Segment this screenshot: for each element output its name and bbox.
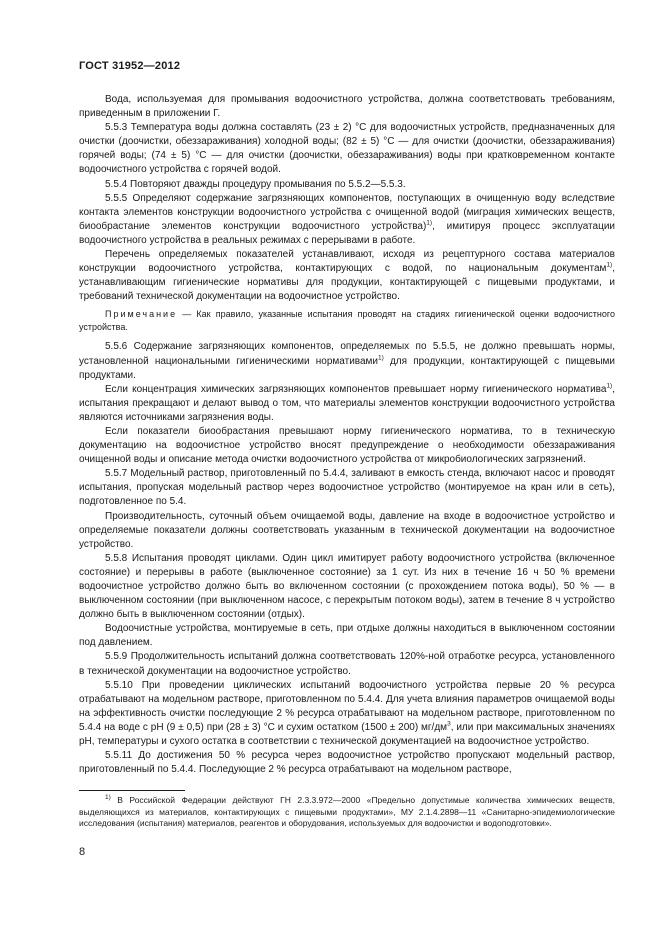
document-header: ГОСТ 31952—2012 (79, 60, 181, 72)
note-text: — Как правило, указанные испытания проводят на стадиях гигиенической оценки водоочистного устройства. (79, 309, 615, 333)
page-number: 8 (79, 846, 86, 858)
footnote-ref: 1) (606, 382, 613, 390)
paragraph: 5.5.8 Испытания проводят циклами. Один цикл имитирует работу водоочистного устройства (включенное состояние) и перерывы в работе (выключенное состояние) за 1 сут. Из них в течение 16 ч 50 % времени водоочистное устройство должно быть во включенном состоянии (с прохождением потока воды), 50 % — в выключенном состоянии (при выключенном насосе, с перекрытым потоком воды), затем в течение 8 ч устройство должно быть в выключенном состоянии (отдых). (79, 552, 615, 621)
paragraph: Если показатели биообрастания превышают норму гигиенического норматива, то в техническую документацию на водоочистное устройство вносят предупреждение о необходимости обеззараживания очищенной воды и описание метода очистки водоочистного устройства от микробиологических загрязнений. (79, 425, 615, 466)
footnote-marker: 1) (105, 794, 111, 802)
paragraph: Водоочистные устройства, монтируемые в сеть, при отдыхе должны находиться в выключенном состоянии под давлением. (79, 623, 615, 649)
superscript: 3 (447, 720, 451, 728)
paragraph: 5.5.11 До достижения 50 % ресурса через водоочистное устройство пропускают модельный раствор, приготовленный по 5.4.4. Последующие 2 % ресурса отрабатывают на модельном растворе, (79, 750, 615, 776)
paragraph: Перечень определяемых показателей устанавливают, исходя из рецептурного состава материалов конструкции водоочистного устройства, контактирующих с водой, по национальным документам$^{1)}$, устанавливающим гигиенические нормативы для продукции, контактирующей с пищевыми продуктами, и требований технической документации на водоочистное устройство. (79, 249, 615, 303)
paragraph: 5.5.10 При проведении циклических испытаний водоочистного устройства первые 20 % ресурса отрабатывают на модельном растворе, приготовленном по 5.4.4. Для учета влияния параметров очищаемой воды на эффективность очистки последующие 2 % ресурса отрабатывают на модельном растворе, приготовленном по 5.4.4 на воде с pH (9 ± 0,5) при (28 ± 3) °С и сухим остатком (1500 ± 200) $мг/дм^3$, или при максимальных значениях pH, температуры и сухого остатка в соответствии с технической документацией на водоочистное устройство. (79, 679, 616, 748)
paragraph: 5.5.6 Содержание загрязняющих компонентов, определяемых по 5.5.5, не должно превышать нормы, установленной национальными гигиеническими нормативами$^{1)}$ для продукции, контактирующей с пищевыми продуктами. (79, 341, 615, 381)
paragraph: 5.5.3 Температура воды должна составлять (23 ± 2) °С для водоочистных устройств, предназначенных для очистки (доочистки, обеззараживания) холодной воды; (82 ± 5) °С — для очистки (доочистки, обеззараживания) горячей воды; (74 ± 5) °С — для очистки (доочистки, обеззараживания) воды при кратковременном контакте водоочистного устройства с горячей водой. (79, 122, 615, 176)
footnote-ref: 1) (378, 354, 384, 362)
paragraph: 5.5.4 Повторяют дважды процедуру промывания по 5.5.2—5.5.3. (105, 178, 406, 190)
footnote-ref: 1) (606, 261, 613, 269)
paragraph: 5.5.9 Продолжительность испытаний должна соответствовать 120%-ной отработке ресурса, установленного в технической документации на водоочистное устройство. (79, 651, 615, 677)
note (79, 308, 615, 334)
paragraph: Если концентрация химических загрязняющих компонентов превышает норму гигиенического норматива$^{1)}$, испытания прекращают и делают вывод о том, что материалы элементов конструкции водоочистного устройства являются источниками загрязнения воды. (79, 382, 615, 423)
footnote-divider (79, 790, 185, 791)
paragraph: Производительность, суточный объем очищаемой воды, давление на входе в водоочистное устройство и определяемые показатели должны соответствовать указанным в технической документации на водоочистное устройство. (79, 510, 615, 550)
note-label: Примечание (105, 309, 178, 320)
footnote-ref: 1) (426, 219, 433, 227)
footnote-text: В Российской Федерации действуют ГН 2.3.3.972—2000 «Предельно допустимые количества химических веществ, выделяющихся из материалов, контактирующих с пищевыми продуктами», МУ 2.1.4.2898—11 «Санитарно-эпидемиологические исследования (испытания) материалов, реагентов и оборудования, используемых для водоочистки и водоподготовки». (79, 795, 615, 829)
document-body (79, 93, 615, 777)
paragraph: Вода, используемая для промывания водоочистного устройства, должна соответствовать требованиям, приведенным в приложении Г. (79, 94, 615, 120)
paragraph: 5.5.5 Определяют содержание загрязняющих компонентов, поступающих в очищенную воду вследствие контакта элементов конструкции водоочистного устройства с очищенной водой (миграция химических веществ, биообрастание элементов конструкции водоочистного устройства)$^{1)}$, имитируя процесс эксплуатации водоочистного устройства в реальных режимах с перерывами в работе. (79, 192, 615, 246)
paragraph: 5.5.7 Модельный раствор, приготовленный по 5.4.4, заливают в емкость стенда, включают насос и проводят испытания, пропуская модельный раствор через водоочистное устройство (монтируемое на кран или в сеть), подготовленное по 5.4. (79, 468, 615, 508)
footnote (79, 795, 615, 830)
